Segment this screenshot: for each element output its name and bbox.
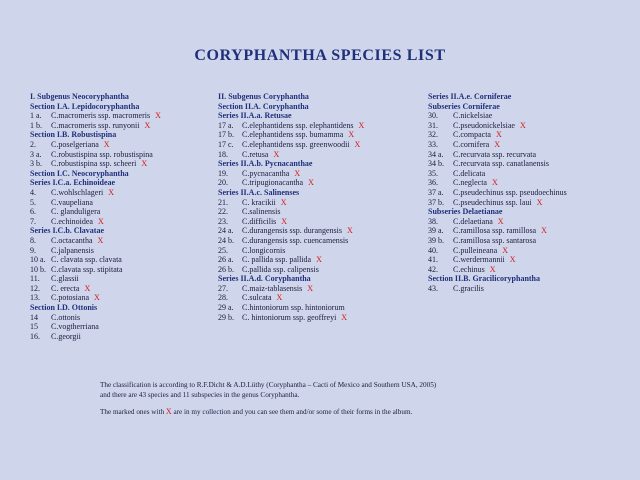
species-name: C.delaetiana [453,216,493,226]
section-heading: Section I.A. Lepidocoryphantha [30,101,140,111]
species-entry [428,159,628,169]
species-number: 21. [218,197,228,207]
species-name: C.glassii [51,274,79,284]
species-name: C.poselgeriana [51,139,99,149]
species-entry [428,188,628,198]
species-number: 37 b. [428,197,444,207]
species-entry [30,217,220,227]
species-entry [218,198,428,208]
collection-mark: X [294,168,301,178]
species-name: C.pseudonickelsiae [453,120,515,130]
collection-mark: X [354,139,361,149]
species-number: 31. [428,120,438,130]
species-name: C.difficilis [242,216,277,226]
species-name: C.georgii [51,331,81,341]
species-number: 1 a. [30,111,42,121]
species-number: 5. [30,197,36,207]
species-number: 1 b. [30,120,42,130]
species-name: C. hintoniorum ssp. geoffreyi [242,312,337,322]
species-name: C.delicata [453,168,486,178]
collection-mark: X [519,120,526,130]
species-name: C.pseudechinus ssp. pseudoechinus [453,187,567,197]
species-entry [428,130,628,140]
collection-mark: X [497,216,504,226]
species-name: C.macromeris ssp. macromeris [51,111,151,121]
species-entry [428,265,628,275]
species-number: 15 [30,322,38,332]
section-heading: Section I.B. Robustispina [30,130,117,140]
species-column-1 [30,92,220,341]
collection-mark: X [308,178,314,188]
species-name: C.clavata ssp. stipitata [51,264,123,274]
section-heading: Series II.A.e. Corniferae [428,92,512,101]
species-number: 29 b. [218,312,234,322]
section-heading: I. Subgenus Neocoryphantha [30,92,129,101]
collection-mark: X [144,120,151,130]
species-name: C.ottonis [51,312,81,322]
species-entry [30,140,220,150]
species-name: C. glanduligera [51,207,101,217]
species-entry [428,150,628,160]
species-entry [30,188,220,198]
species-name: C.hintoniorum ssp. hintoniorum [242,303,345,313]
species-number: 28. [218,293,228,303]
species-name: C.pallida ssp. calipensis [242,264,319,274]
species-number: 13. [30,293,40,303]
species-number: 9. [30,245,36,255]
species-entry [30,265,220,275]
species-column-3 [428,92,628,293]
species-name: C.ramillosa ssp. santarosa [453,235,537,245]
species-entry [30,274,220,284]
species-name: C.robustispina ssp. scheeri [51,159,137,169]
species-entry [428,121,628,131]
species-name: C.tripugionacantha [242,178,304,188]
species-entry [30,159,220,169]
collection-mark: X [276,293,283,303]
collection-mark: X [165,407,172,416]
species-number: 6. [30,207,36,217]
species-number: 37 a. [428,187,444,197]
species-entry [30,255,220,265]
species-name: C.werdermannii [453,255,505,265]
species-entry [428,226,628,236]
section-heading: II. Subgenus Coryphantha [218,92,309,101]
species-number: 27. [218,283,228,293]
collection-mark: X [103,139,110,149]
species-entry [218,140,428,150]
species-number: 17 c. [218,139,234,149]
species-entry [30,198,220,208]
species-number: 10 a. [30,255,46,265]
section-heading: Series I.C.a. Echinoideae [30,178,116,188]
species-number: 7. [30,216,36,226]
species-number: 25. [218,245,228,255]
collection-mark: X [108,187,114,197]
species-number: 26 a. [218,255,234,265]
species-entry [30,207,220,217]
collection-mark: X [502,245,508,255]
collection-mark: X [495,130,502,140]
collection-mark: X [509,255,516,265]
species-number: 34 a. [428,149,444,159]
species-entry [218,313,428,323]
collection-mark: X [94,293,100,303]
section-heading: Series II.A.b. Pycnacanthae [218,159,313,169]
species-number: 12. [30,283,40,293]
species-name: C.salinensis [242,207,281,217]
species-name: C.neglecta [453,178,487,188]
collection-mark: X [348,130,355,140]
species-number: 11. [30,274,40,284]
section-heading: Section I.C. Neocoryphantha [30,168,129,178]
species-name: C.echinus [453,264,485,274]
species-entry [218,293,428,303]
collection-mark: X [84,283,91,293]
species-number: 17 a. [218,120,234,130]
section-heading: Section II.B. Gracilicoryphantha [428,274,541,284]
species-entry [428,198,628,208]
collection-mark: X [489,264,496,274]
species-number: 34 b. [428,159,444,169]
species-name: C.recurvata ssp. canatlanensis [453,159,549,169]
collection-mark: X [358,120,365,130]
species-entry [218,178,428,188]
collection-mark: X [341,312,348,322]
species-entry [428,284,628,294]
species-column-2 [218,92,428,322]
species-number: 26 b. [218,264,234,274]
species-entry [428,246,628,256]
species-entry [428,169,628,179]
collection-mark: X [280,197,287,207]
species-number: 29 a. [218,303,234,313]
species-entry [428,178,628,188]
species-name: C.echinoidea [51,216,93,226]
species-number: 24 b. [218,235,234,245]
section-heading: Subseries Corniferae [428,101,500,111]
species-entry [218,284,428,294]
section-heading: Series II.A.d. Coryphantha [218,274,311,284]
species-name: C.robustispina ssp. robustispina [51,149,153,159]
species-name: C.nickelsiae [453,111,493,121]
species-number: 23. [218,216,228,226]
species-name: C.recurvata ssp. recurvata [453,149,537,159]
collection-mark: X [316,255,322,265]
collection-mark: X [541,226,547,236]
species-name: C.elephantidens ssp. elephantidens [242,120,354,130]
species-entry [218,226,428,236]
species-name: C.vogtherriana [51,322,99,332]
footer-collection-note [100,407,620,418]
footer-collection-text-a: The marked ones with [100,408,166,416]
species-name: C.longicornis [242,245,286,255]
species-name: C.retusa [242,149,269,159]
species-number: 43. [428,283,438,293]
species-name: C.pseudechinus ssp. laui [453,197,532,207]
species-entry [218,265,428,275]
species-name: C.cornifera [453,139,490,149]
species-number: 3 b. [30,159,42,169]
species-entry [218,236,428,246]
species-entry [428,255,628,265]
section-heading: Series II.A.c. Salinenses [218,187,300,197]
species-name: C. pallida ssp. pallida [242,255,312,265]
species-entry [428,140,628,150]
species-entry [30,313,220,323]
species-number: 22. [218,207,228,217]
species-name: C.pycnacantha [242,168,290,178]
collection-mark: X [347,226,353,236]
species-number: 24 a. [218,226,234,236]
species-name: C.maiz-tablasensis [242,283,303,293]
species-number: 40. [428,245,438,255]
species-name: C.durangensis ssp. durangensis [242,226,342,236]
species-name: C.elephantidens ssp. greenwoodii [242,139,350,149]
species-entry [30,284,220,294]
species-number: 30. [428,111,438,121]
species-entry [218,217,428,227]
collection-mark: X [536,197,543,207]
section-heading: Subseries Delaetianae [428,207,503,217]
species-number: 4. [30,187,36,197]
species-number: 39 a. [428,226,444,236]
species-entry [218,255,428,265]
species-entry [218,303,428,313]
species-entry [218,207,428,217]
species-number: 38. [428,216,438,226]
species-entry [30,322,220,332]
species-name: C.gracilis [453,283,484,293]
species-entry [428,111,628,121]
species-name: C.sulcata [242,293,272,303]
species-number: 18. [218,149,228,159]
section-heading: Series II.A.a. Retusae [218,111,292,121]
species-name: C. erecta [51,283,80,293]
species-name: C.macromeris ssp. runyonii [51,120,140,130]
species-number: 16. [30,331,40,341]
species-number: 20. [218,178,228,188]
species-number: 42. [428,264,438,274]
species-number: 41. [428,255,438,265]
section-heading: Section I.D. Ottonis [30,303,98,313]
footer-collection-text-b: are in my collection and you can see them and/or some of their forms in the album. [171,408,413,416]
species-entry [30,121,220,131]
species-number: 32. [428,130,438,140]
collection-mark: X [494,139,500,149]
species-entry [30,236,220,246]
species-number: 35. [428,168,438,178]
species-name: C.durangensis ssp. cuencamensis [242,235,349,245]
collection-mark: X [155,111,161,121]
species-name: C.jalpanensis [51,245,94,255]
species-name: C.elephantidens ssp. bumamma [242,130,344,140]
species-number: 39 b. [428,235,444,245]
collection-mark: X [97,216,104,226]
species-entry [218,121,428,131]
species-entry [218,246,428,256]
species-name: C.compacta [453,130,491,140]
footer-classification-note: The classification is according to R.F.Dicht & A.D.Lüthy (Coryphantha – Cacti of Mexico and Southern USA, 2005) [100,381,437,389]
species-entry [428,217,628,227]
species-entry [30,150,220,160]
collection-mark: X [307,283,313,293]
species-name: C. clavata ssp. clavata [51,255,122,265]
species-entry [428,236,628,246]
species-name: C.vaupeliana [51,197,93,207]
collection-mark: X [273,149,280,159]
species-number: 36. [428,178,438,188]
species-number: 14 [30,312,38,322]
species-number: 8. [30,235,36,245]
species-number: 3 a. [30,149,42,159]
collection-mark: X [491,178,498,188]
species-name: C.pulleineana [453,245,498,255]
section-heading: Series I.C.b. Clavatae [30,226,104,236]
species-name: C. kracikii [242,197,276,207]
species-entry [30,246,220,256]
page-title: CORYPHANTHA SPECIES LIST [194,47,446,64]
footer-count-note: and there are 43 species and 11 subspecies in the genus Coryphantha. [100,391,300,399]
species-entry [30,332,220,342]
section-heading: Section II.A. Coryphantha [218,101,309,111]
species-name: C.potosiana [51,293,89,303]
collection-mark: X [141,159,148,169]
species-number: 17 b. [218,130,234,140]
species-number: 10 b. [30,264,46,274]
species-entry [218,169,428,179]
species-number: 33. [428,139,438,149]
collection-mark: X [281,216,288,226]
species-entry [218,130,428,140]
species-name: C.wohlschlageri [51,187,104,197]
species-number: 2. [30,139,36,149]
species-entry [30,111,220,121]
species-number: 19. [218,168,228,178]
species-name: C.ramillosa ssp. ramillosa [453,226,537,236]
species-entry [30,293,220,303]
species-entry [218,150,428,160]
collection-mark: X [97,235,104,245]
species-name: C.octacantha [51,235,93,245]
